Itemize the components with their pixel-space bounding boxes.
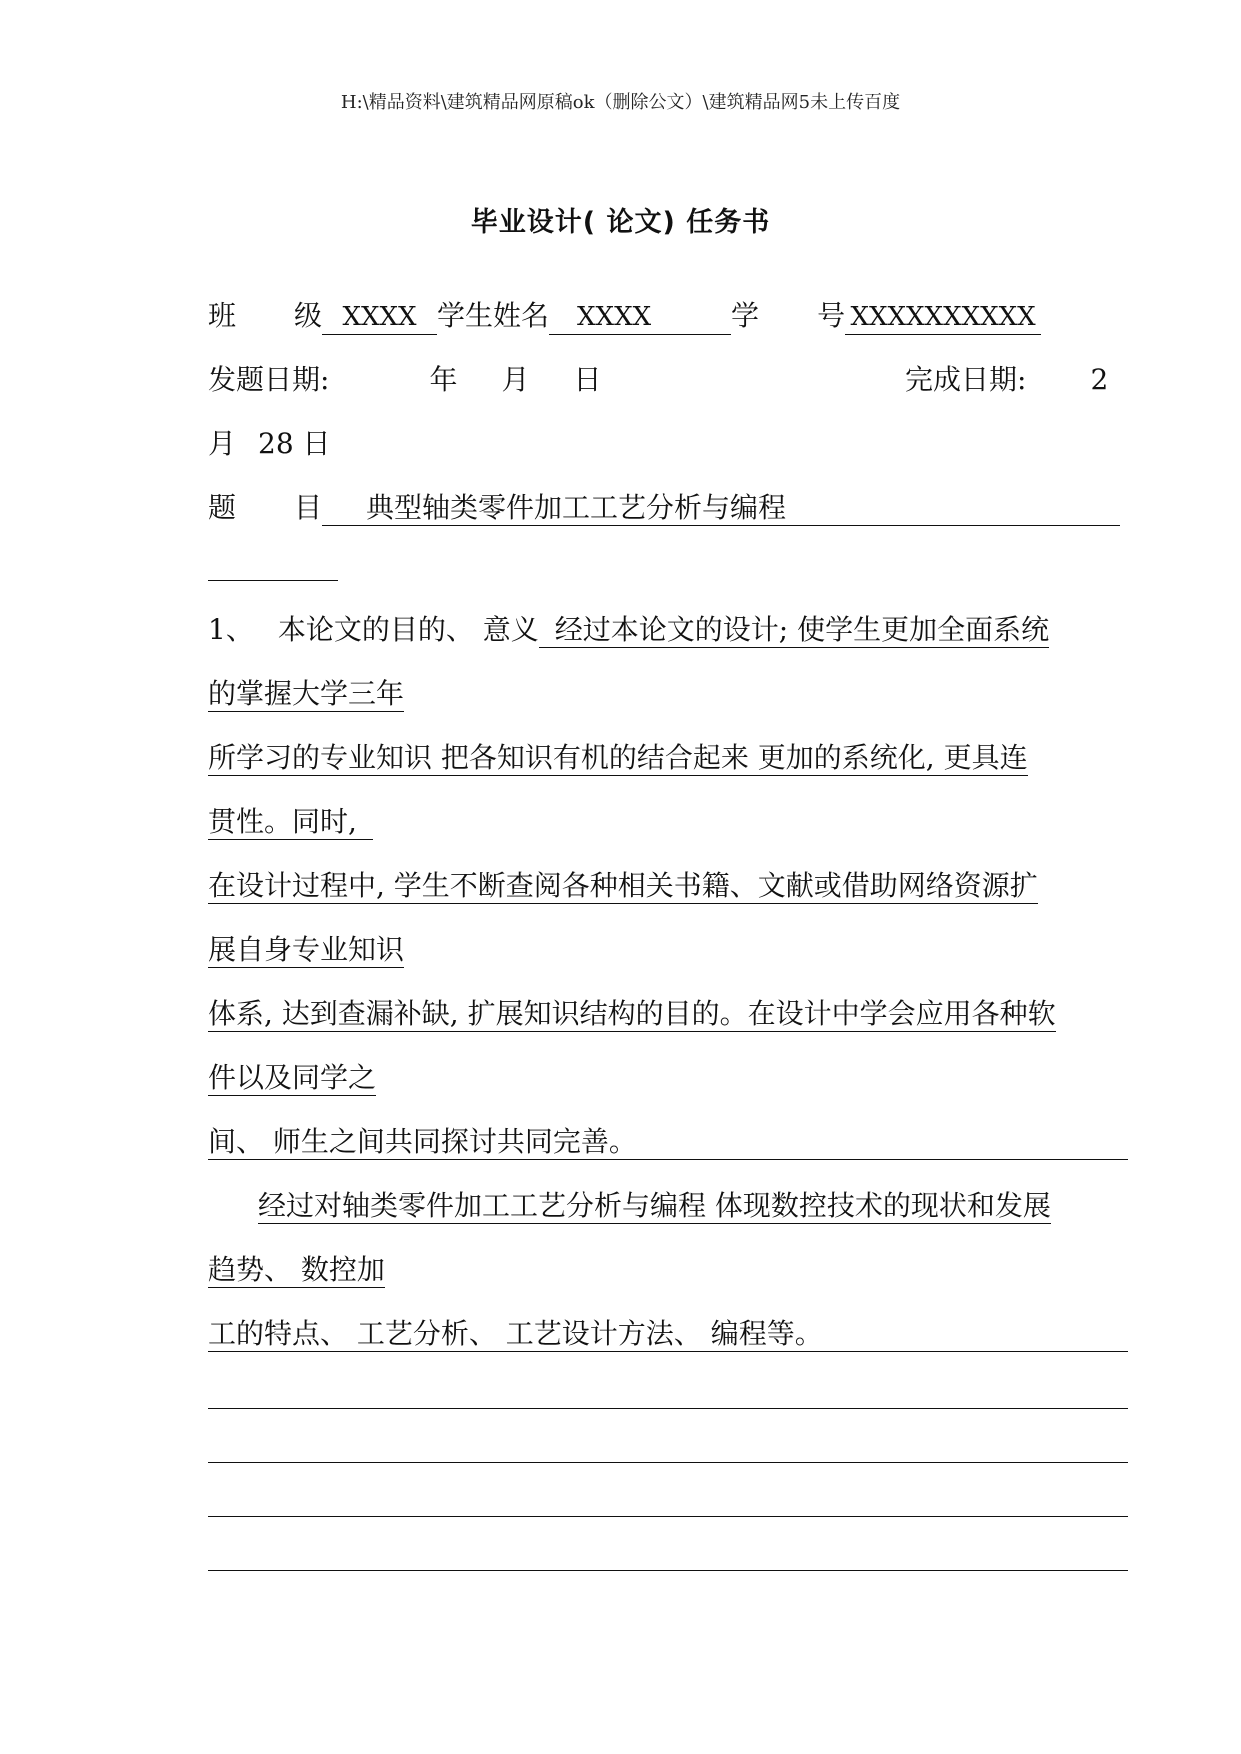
class-label-2: 级 [294,299,323,332]
topic-label-1: 题 [208,491,237,524]
complete-date [905,362,1108,398]
section1-para2-text: 经过对轴类零件加工工艺分析与编程 体现数控技术的现状和发展 [258,1189,1051,1222]
section1-para2-text: 趋势、 数控加 [208,1253,385,1286]
student-id-value: XXXXXXXXXX [850,302,1036,332]
blank-rule-line [208,1516,1128,1517]
student-name-value: XXXX [577,302,652,332]
complete-date-value-b: 月 [208,427,237,460]
topic-underline-continuation [208,580,338,581]
issue-month: 月 [501,363,530,396]
section1-text: 展自身专业知识 [208,933,405,966]
section1-para2-text: 工的特点、 工艺分析、 工艺设计方法、 编程等。 [208,1317,1128,1352]
blank-rule-line [208,1408,1128,1409]
section1-number: 1、 [208,613,254,646]
student-id-label-1: 学 [731,299,760,332]
blank-rule-line [208,1570,1128,1571]
student-id-label-2: 号 [817,299,846,332]
section1-para2-line-3 [208,1316,1128,1352]
section1-text: 体系, 达到查漏补缺, 扩展知识结构的目的。在设计中学会应用各种软 [208,997,1056,1030]
info-row [208,298,1041,335]
complete-date-label: 完成日期: [905,363,1027,396]
class-value: XXXX [342,302,417,332]
section1-text: 经过本论文的设计; 使学生更加全面系统 [554,613,1050,646]
section1-line-7 [208,996,1056,1032]
issue-date-label: 发题日期: [208,363,330,396]
section1-para2-line-2 [208,1252,385,1288]
topic-value: 典型轴类零件加工工艺分析与编程 [366,491,787,524]
class-label-1: 班 [208,299,237,332]
section1-para2-line-1 [258,1188,1051,1224]
section1-line-1 [208,612,1049,648]
blank-rule-line [208,1462,1128,1463]
section1-text: 件以及同学之 [208,1061,377,1094]
complete-date-continued [208,426,331,462]
section1-text: 所学习的专业知识 把各知识有机的结合起来 更加的系统化, 更具连 [208,741,1028,774]
section1-text: 间、 师生之间共同探讨共同完善。 [208,1125,1128,1160]
topic-label-2: 目 [294,491,323,524]
section1-line-2 [208,676,404,712]
dates-row [208,362,601,398]
section1-text: 的掌握大学三年 [208,677,405,710]
document-title: 毕业设计( 论文) 任务书 [470,207,771,238]
section1-line-8 [208,1060,376,1096]
section1-line-5 [208,868,1038,904]
section1-text: 贯性。同时, [208,805,373,840]
section1-line-3 [208,740,1028,776]
section1-heading: 本论文的目的、 意义 [277,613,539,646]
section1-line-9 [208,1124,1128,1160]
file-path-header: H:\精品资料\建筑精品网原稿ok（删除公文）\建筑精品网5未上传百度 [340,92,901,113]
issue-day: 日 [573,363,602,396]
section1-line-4 [208,804,373,840]
student-name-label: 学生姓名 [437,299,550,332]
issue-year: 年 [429,363,458,396]
section1-text: 在设计过程中, 学生不断查阅各种相关书籍、文献或借助网络资源扩 [208,869,1038,902]
section1-line-6 [208,932,404,968]
complete-date-value-a: 2 [1090,363,1109,396]
topic-row [208,490,1120,526]
complete-date-value-c: 28 日 [258,427,331,460]
